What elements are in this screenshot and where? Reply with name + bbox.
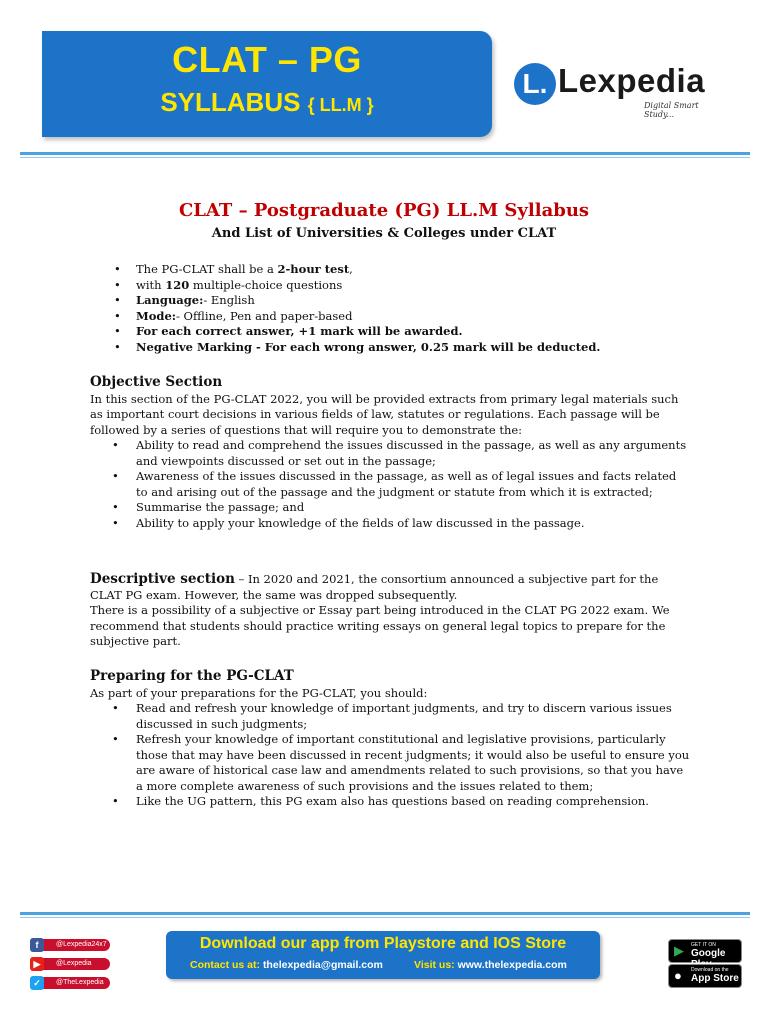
document-title: CLAT – Postgraduate (PG) LL.M Syllabus (178, 200, 590, 221)
list-item: • Refresh your knowledge of important constitutional and legislative provisions, particularly those that may have been discussed in recent judgments; it would also be useful to ensure you are aware of historical case law and amendments related to such provisions, so that you have a more complete awareness of such provisions and the issues related to them; (112, 732, 690, 794)
preparing-list (112, 701, 690, 810)
social-facebook-link[interactable]: f @Lexpedia24x7 (30, 939, 110, 951)
download-app-banner (166, 931, 600, 979)
list-item: • Read and refresh your knowledge of important judgments, and try to discern various issues discussed in such judgments; (112, 701, 690, 732)
banner-subtitle-small: { LL.M } (307, 95, 374, 115)
preparing-section (90, 669, 690, 810)
descriptive-section (90, 572, 690, 650)
twitter-icon: ✓ (30, 976, 44, 990)
facebook-icon: f (30, 938, 44, 952)
top-divider (20, 152, 750, 155)
header-banner (42, 31, 492, 137)
descriptive-para-1: Descriptive section – In 2020 and 2021, the consortium announced a subjective part for the CLAT PG exam. However, the same was dropped subsequently. (90, 571, 659, 602)
objective-list (112, 438, 690, 531)
social-youtube-link[interactable]: ▶ @Lexpedia (30, 958, 110, 970)
list-item: • Awareness of the issues discussed in the passage, as well as of legal issues and facts related to and arising out of the passage and the judgment or statute from which it is extracted; (112, 469, 690, 500)
list-item: • Mode:- Offline, Pen and paper-based (114, 309, 674, 325)
banner-title: CLAT – PG (172, 39, 362, 80)
google-play-icon: ▶ (674, 943, 684, 958)
list-item: • Ability to apply your knowledge of the fields of law discussed in the passage. (112, 516, 690, 532)
objective-heading: Objective Section (90, 374, 223, 390)
social-twitter-link[interactable]: ✓ @TheLexpedia (30, 977, 110, 989)
list-item: • The PG-CLAT shall be a 2-hour test, (114, 262, 674, 278)
list-item: • Like the UG pattern, this PG exam also has questions based on reading comprehension. (112, 794, 690, 810)
banner-subtitle-main: SYLLABUS (160, 87, 301, 117)
list-item: • For each correct answer, +1 mark will be awarded. (114, 324, 674, 340)
list-item: • Language:- English (114, 293, 674, 309)
descriptive-para-2: There is a possibility of a subjective or Essay part being introduced in the CLAT PG 2022 exam. We recommend that students should practice writing essays on general legal topics to prepare for the subjective part. (90, 603, 670, 648)
list-item: • with 120 multiple-choice questions (114, 278, 674, 294)
preparing-intro: As part of your preparations for the PG-CLAT, you should: (90, 685, 428, 700)
bottom-divider (20, 912, 750, 915)
bottom-divider-thin (20, 917, 750, 918)
list-item: • Ability to read and comprehend the issues discussed in the passage, as well as any arguments and viewpoints discussed or set out in the passage; (112, 438, 690, 469)
website-link[interactable]: Visit us: www.thelexpedia.com (414, 959, 567, 971)
logo-name: Lexpedia (558, 62, 706, 99)
download-title: Download our app from Playstore and IOS Store (199, 935, 567, 952)
list-item: • Negative Marking - For each wrong answer, 0.25 mark will be deducted. (114, 340, 674, 356)
top-divider-thin (20, 157, 750, 158)
youtube-icon: ▶ (30, 957, 44, 971)
objective-intro: In this section of the PG-CLAT 2022, you will be provided extracts from primary legal materials such as important court decisions in various fields of law, statutes or regulations. Each passage will be followed by a series of questions that will require you to demonstrate the: (90, 391, 679, 437)
google-play-badge[interactable]: ▶ GET IT ON Google (668, 939, 742, 963)
objective-section (90, 375, 690, 531)
app-store-badge[interactable]: ● Download on the App Store (668, 964, 742, 988)
descriptive-heading: Descriptive section (90, 571, 235, 587)
preparing-heading: Preparing for the PG-CLAT (90, 668, 294, 684)
apple-icon: ● (674, 968, 682, 983)
logo-tagline: Digital Smart Study... (644, 101, 699, 119)
lexpedia-logo (514, 62, 724, 119)
exam-facts-list (114, 262, 674, 355)
list-item: • Summarise the passage; and (112, 500, 690, 516)
logo-circle-icon: L. (514, 63, 556, 105)
banner-subtitle (42, 87, 492, 118)
contact-email[interactable]: Contact us at: thelexpedia@gmail.com (190, 959, 383, 971)
document-subtitle: And List of Universities & Colleges under CLAT (211, 226, 557, 241)
